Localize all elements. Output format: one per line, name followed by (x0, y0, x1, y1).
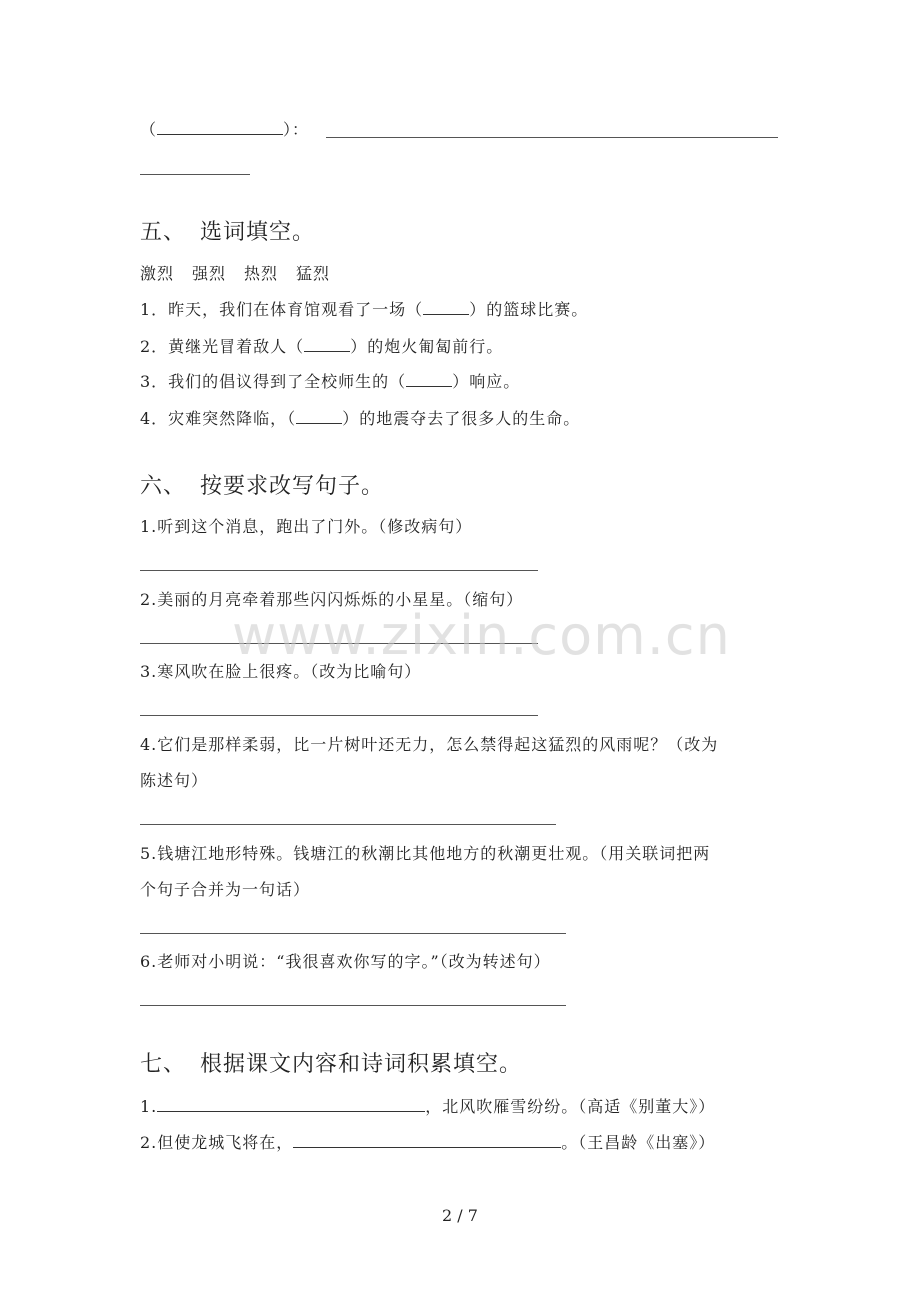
word-option: 猛烈 (296, 264, 331, 283)
answer-line[interactable] (140, 570, 538, 571)
rewrite-question: 6.老师对小明说：“我很喜欢你写的字。”（改为转述句） (140, 952, 551, 971)
item-text: 1. (140, 1097, 158, 1116)
section-7-heading (140, 1050, 522, 1080)
item-text: 。（王昌龄《出塞》） (561, 1133, 716, 1152)
watermark: www.zixin.com.cn (232, 604, 731, 667)
item-text: ）的地震夺去了很多人的生命。 (342, 409, 581, 428)
fill-item (140, 335, 503, 359)
fill-item (140, 298, 588, 322)
fill-item (140, 407, 580, 431)
answer-line[interactable] (140, 715, 538, 716)
answer-line[interactable] (140, 933, 566, 934)
paren-close: ） (283, 120, 293, 139)
answer-line[interactable] (326, 137, 778, 138)
rewrite-question-cont: 陈述句） (140, 771, 209, 790)
word-option: 强烈 (192, 264, 227, 283)
item-text: ）响应。 (452, 372, 521, 391)
item-text: ，北风吹雁雪纷纷。（高适《别董大》） (425, 1097, 716, 1116)
answer-blank[interactable] (304, 335, 350, 352)
section-title: 根据课文内容和诗词积累填空。 (200, 1052, 523, 1077)
section-6-heading (140, 472, 384, 502)
answer-line[interactable] (140, 1005, 566, 1006)
answer-blank[interactable] (423, 298, 469, 315)
rewrite-question-cont: 个句子合并为一句话） (140, 880, 311, 899)
poem-fill-item (140, 1095, 715, 1119)
rewrite-question: 5.钱塘江地形特殊。钱塘江的秋潮比其他地方的秋潮更壮观。（用关联词把两 (140, 844, 711, 863)
item-text: ）的篮球比赛。 (469, 300, 589, 319)
answer-blank[interactable] (293, 1131, 561, 1148)
previous-answer-line (140, 118, 309, 142)
answer-blank[interactable] (406, 370, 452, 387)
answer-blank[interactable] (296, 407, 342, 424)
rewrite-question: 2.美丽的月亮牵着那些闪闪烁烁的小星星。（缩句） (140, 590, 524, 609)
word-option: 激烈 (140, 264, 175, 283)
section-number: 六、 (140, 474, 187, 499)
section-number: 七、 (140, 1052, 187, 1077)
word-option: 热烈 (244, 264, 279, 283)
item-text: 1．昨天，我们在体育馆观看了一场（ (140, 300, 424, 319)
answer-blank[interactable] (157, 1095, 425, 1112)
answer-line[interactable] (140, 174, 250, 175)
item-text: 2．黄继光冒着敌人（ (140, 337, 305, 356)
section-5-heading (140, 218, 315, 248)
item-text: 4．灾难突然降临，（ (140, 409, 297, 428)
section-title: 按要求改写句子。 (200, 474, 385, 499)
answer-blank[interactable] (157, 118, 283, 135)
item-text: 2.但使龙城飞将在， (140, 1133, 294, 1152)
rewrite-question: 1.听到这个消息，跑出了门外。（修改病句） (140, 517, 473, 536)
answer-line[interactable] (140, 824, 556, 825)
fill-item (140, 370, 520, 394)
item-text: 3．我们的倡议得到了全校师生的（ (140, 372, 407, 391)
item-text: ）的炮火匍匐前行。 (350, 337, 504, 356)
colon: ： (292, 120, 310, 139)
rewrite-question: 4.它们是那样柔弱，比一片树叶还无力，怎么禁得起这猛烈的风雨呢？（改为 (140, 735, 719, 754)
rewrite-question: 3.寒风吹在脸上很疼。（改为比喻句） (140, 662, 422, 681)
word-bank (140, 262, 348, 286)
section-title: 选词填空。 (200, 220, 316, 245)
paren-open: （ (140, 120, 158, 139)
poem-fill-item (140, 1131, 715, 1155)
page-number: 2 / 7 (442, 1206, 478, 1225)
section-number: 五、 (140, 220, 187, 245)
